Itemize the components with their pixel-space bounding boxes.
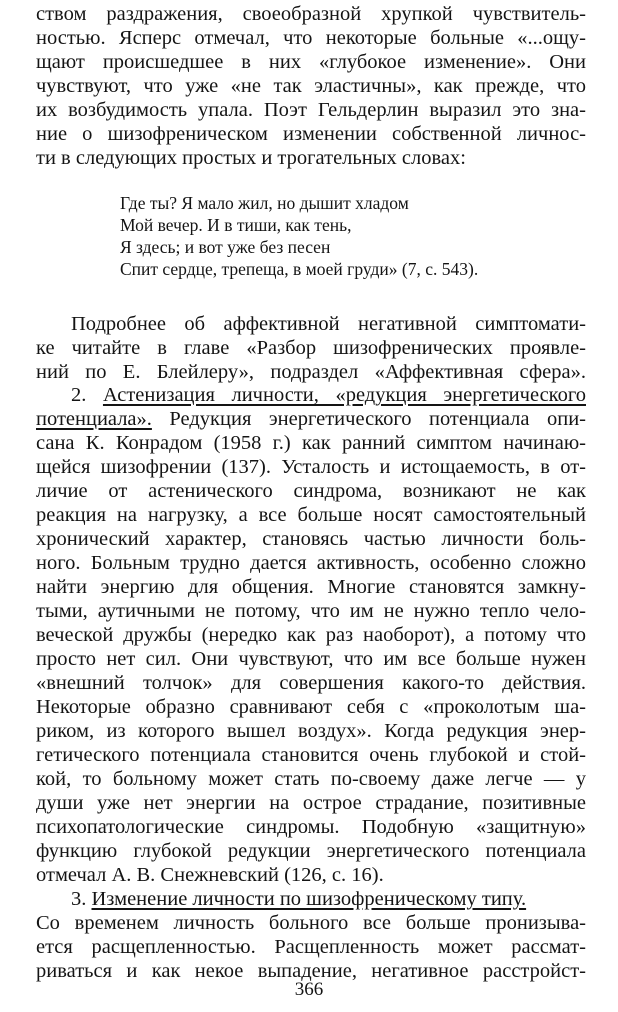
page-number: 366 xyxy=(294,979,324,1000)
section-3-number: 3. xyxy=(71,888,87,910)
text-line: ти в следующих простых и трогательных словах: xyxy=(36,147,466,169)
text-line: сана К. Конрадом (1958 г.) как ранний симптом начинаю- xyxy=(36,432,586,454)
text-line: функцию глубокой редукции энергетического потенциала xyxy=(36,840,586,862)
section-2-heading-continued: потенциала». xyxy=(36,408,152,430)
text-line: реакция на нагрузку, а все больше носят самостоятельный xyxy=(36,504,586,526)
text-line: психопатологические синдромы. Подобную «защитную» xyxy=(36,816,586,838)
section-2-heading: Астенизация личности, «редукция энергетического xyxy=(102,384,586,406)
text-line: ностью. Ясперс отмечал, что некоторые больные «...ощу- xyxy=(36,27,586,49)
text-line: отмечал А. В. Снежневский (126, с. 16). xyxy=(36,864,384,886)
text-line: ке читайте в главе «Разбор шизофренических проявле- xyxy=(36,337,586,359)
text-line: ного. Больным трудно дается активность, особенно сложно xyxy=(36,552,586,574)
section-3-heading: Изменение личности по шизофреническому типу. xyxy=(91,888,527,910)
text-line: веческой дружбы (нередко как раз наоборот), а потому что xyxy=(36,624,586,646)
text-line: риком, из которого вышел воздух». Когда редукция энер- xyxy=(36,720,586,742)
text-line: хронический характер, становясь частью личности боль- xyxy=(36,528,586,550)
text-line: Подробнее об аффективной негативной симптомати- xyxy=(71,313,586,335)
text-line: личие от астенического синдрома, возникают не как xyxy=(36,480,586,502)
section-2-number: 2. xyxy=(71,384,87,406)
section-2-heading-line xyxy=(71,383,586,407)
text-line: Со временем личность больного все больше пронизыва- xyxy=(36,912,586,934)
poem-line: Я здесь; и вот уже без песен xyxy=(120,237,331,257)
text-line: «внешний толчок» для совершения какого-то действия. xyxy=(36,672,586,694)
poem-line: Спит сердце, трепеща, в моей груди» (7, с. 543). xyxy=(120,259,479,279)
text-line: найти энергию для общения. Многие становятся замкну- xyxy=(36,576,586,598)
text-line: щейся шизофрении (137). Усталость и истощаемость, в от- xyxy=(36,456,586,478)
text-line: щают происшедшее в них «глубокое изменение». Они xyxy=(36,51,586,73)
text-line: души уже нет энергии на острое страдание, позитивные xyxy=(36,792,586,814)
poem-line: Мой вечер. И в тиши, как тень, xyxy=(120,215,352,235)
text-line: ется расщепленностью. Расщепленность может рассмат- xyxy=(36,936,586,958)
poem-line: Где ты? Я мало жил, но дышит хладом xyxy=(120,193,409,213)
text-line: гетического потенциала становится очень глубокой и стой- xyxy=(36,744,586,766)
text-line: риваться и как некое выпадение, негативное расстройст- xyxy=(36,960,586,982)
text-line: чувствуют, что уже «не так эластичны», как прежде, что xyxy=(36,75,586,97)
text-line: ний по Е. Блейлеру», подраздел «Аффективная сфера». xyxy=(36,361,586,383)
text-line: тыми, аутичными не потому, что им не нужно тепло чело- xyxy=(36,600,586,622)
section-3-heading-line xyxy=(71,887,586,911)
text-line: их возбудимость упала. Поэт Гельдерлин выразил это зна- xyxy=(36,99,586,121)
text-line: кой, то больному может стать по-своему даже легче — у xyxy=(36,768,586,790)
text-line: просто нет сил. Они чувствуют, что им все больше нужен xyxy=(36,648,586,670)
text-span: Редукция энергетического потенциала опи- xyxy=(169,408,587,430)
text-line: ством раздражения, своеобразной хрупкой чувствитель- xyxy=(36,3,586,25)
text-line: ние о шизофреническом изменении собственной личнос- xyxy=(36,123,586,145)
text-line: Некоторые образно сравнивают себя с «проколотым ша- xyxy=(36,696,586,718)
section-2-heading-line xyxy=(36,407,586,431)
